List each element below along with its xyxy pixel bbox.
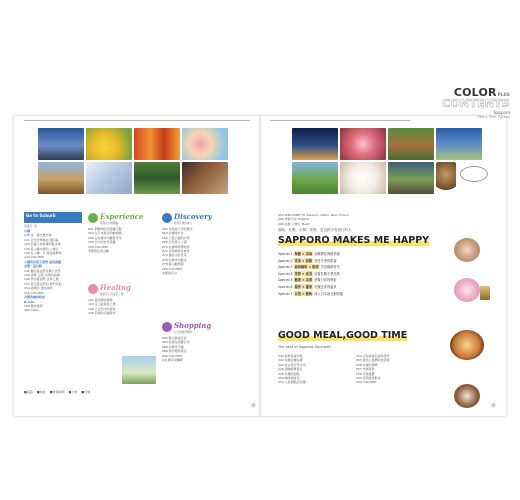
special-no: Special 7 [278, 291, 294, 296]
photo-statue [122, 356, 156, 384]
speech-bubble [460, 166, 488, 182]
suburb-line: 小樽的洋菓子派對 尋找甜點 [24, 259, 62, 264]
experience-line: 096 在札幌市內觀賞雪景 [88, 235, 122, 240]
discovery-line: 078 圓山動物園 [162, 262, 184, 267]
shopping-line: 084 札幌站周邊百貨 [162, 340, 190, 345]
photo-white-sweets [340, 162, 386, 194]
special-text: 感受冬季的甜蜜 [313, 258, 337, 263]
toc-top-line: 008 札幌 小旅行 PLAN [278, 221, 310, 226]
shopping-icon [162, 322, 172, 332]
special-no: Special 2 [278, 258, 294, 263]
suburb-line: 128 步一樣式歷史地 [24, 233, 52, 238]
toc-top-line: 004 WELCOME TO Sapporo, Otaru, Biei, Furano [278, 213, 349, 217]
special-tag: 海鮮 × 美味 [294, 252, 313, 256]
discovery-line: 074 藻岩山的夜景 [162, 253, 187, 258]
photo-coast [436, 128, 482, 160]
happy-title: SAPPORO MAKES ME HAPPY [278, 235, 430, 246]
discovery-line: 070 札幌啤酒博物館 [162, 244, 190, 249]
suburb-line: 美瑛的咖啡時光 [24, 295, 46, 300]
special-text: 享受咖啡時光 [319, 265, 340, 270]
photo-forest [134, 162, 180, 194]
healing-line: 102 溫泉鄉的療癒 [88, 298, 113, 302]
special-text: 深入日本最北動物園 [313, 291, 343, 296]
healing-title: Healing [100, 283, 131, 292]
photo-hills [292, 162, 338, 194]
top-rule-right [270, 120, 410, 121]
legend-item: ■營業時間 [49, 390, 65, 394]
legend-item: ■地址 [36, 390, 46, 394]
suburb-line: 134 浪漫天使故事的散步道 [24, 242, 61, 247]
healing-line: 108 泡湯的幸福時光 [88, 311, 116, 316]
discovery-line: 062 北海道大學的歷史 [162, 227, 193, 231]
experience-line: 098 北方的自然景觀 [88, 240, 116, 245]
experience-title: Experience [100, 212, 144, 221]
shopping-subtitle: 在札幌盡情購物 [174, 331, 193, 334]
special-no: Special 1 [278, 252, 294, 256]
discovery-line: 076 札幌市內散步 [162, 257, 187, 262]
special-no: Special 3 [278, 265, 294, 270]
gourmet-title: GOOD MEAL,GOOD TIME [278, 330, 408, 341]
experience-subtitle: 親身在札幌體驗 [100, 222, 119, 225]
toc-top [278, 213, 349, 226]
gourmet-line: 054 北海道產的美味食材 [356, 354, 390, 358]
suburb-line: 146 美瑛‧丘陵 四季的彩繪 [24, 273, 60, 278]
suburb-line: 158 旅遊資訊 [24, 303, 43, 308]
suburb-line: 136 從小樽出發的 小旅行 [24, 246, 59, 251]
special-item [278, 271, 343, 276]
special-no: Special 4 [278, 271, 294, 276]
magazine-spread [14, 116, 506, 416]
shopping-line: 在札幌享受購物 [162, 358, 184, 363]
experience-line: 季節限定的活動 [88, 249, 110, 254]
gourmet-line: 044 成吉思汗烤羊肉 [278, 362, 306, 367]
shopping-line: 088 超市便利商店 [162, 349, 187, 354]
suburb-line: B-side [24, 299, 35, 304]
discovery-title: Discovery [174, 212, 212, 221]
gourmet-subtitle: The best of Sapporo Gourmet! [278, 345, 332, 349]
gourmet-line: 059 夜間美食散步 [356, 376, 381, 381]
photo-night-view [292, 128, 338, 160]
discovery-lines [162, 227, 193, 275]
suburb-line: 156 COLUMN [24, 290, 44, 295]
experience-line: 100 COLUMN [88, 244, 108, 249]
experience-line: 092 與動物的近距離互動 [88, 227, 122, 231]
photo-bar-interior [182, 162, 228, 194]
experience-lines [88, 227, 122, 253]
photo-round-1 [454, 238, 480, 262]
legend-item: ■電話 [24, 390, 33, 394]
photo-coffee [454, 384, 480, 408]
legend [24, 390, 134, 394]
shopping-title: Shopping [174, 321, 212, 330]
special-text: 品嚐豐富海鮮料理 [313, 252, 340, 256]
contents-title: CONTENTS [442, 97, 510, 110]
special-tag: 雪祭 × 夜景 [294, 271, 313, 276]
shopping-line: 082 狸小路商店街 [162, 336, 187, 340]
gourmet-line: 057 市場美食 [356, 367, 375, 372]
gourmet-line: 060 COLUMN [356, 380, 376, 385]
brand-color: COLOR [453, 86, 497, 99]
gourmet-line: 058 早餐推薦 [356, 371, 375, 376]
discovery-line: 064 札幌時計台 [162, 231, 184, 236]
special-tag: 湯泉 × 溫泉 [294, 284, 313, 289]
special-text: 札幌近郊的溫泉 [313, 284, 337, 289]
gourmet-line: 042 札幌拉麵巡禮 [278, 358, 303, 363]
special-no: Special 6 [278, 284, 294, 289]
discovery-line: 068 白色戀人公園 [162, 240, 187, 245]
special-text: 遊覽日常的藝術 [313, 278, 337, 283]
special-tag: 雪景 × 甜點 [294, 258, 313, 263]
discovery-subtitle: 發現札幌的魅力 [174, 222, 193, 225]
special-item [278, 258, 343, 263]
suburb-subtitle: 周邊遊一點 [24, 225, 37, 228]
gourmet-left-lines [278, 354, 306, 385]
gourmet-line: 055 當地人推薦的居酒屋 [356, 358, 390, 363]
special-text: 欣賞札幌冬季美景 [313, 271, 340, 276]
city-name: Sapporo [493, 110, 510, 115]
photo-bowl [450, 330, 484, 360]
suburb-title [24, 212, 82, 223]
photo-drink [480, 286, 490, 300]
photo-snow-tower [86, 162, 132, 194]
healing-line: 104 定山溪溫泉之旅 [88, 302, 116, 307]
suburb-line: 162 Index [24, 308, 39, 313]
special-tag: 藝術 × 美瑛 [294, 278, 313, 283]
suburb-line: 154 美瑛的 當地美味 [24, 286, 53, 291]
discovery-icon [162, 213, 172, 223]
suburb-title-text: Go to Suburb [26, 213, 56, 218]
photo-sunflowers [86, 128, 132, 160]
gourmet-line: 050 咖啡館時光 [278, 376, 300, 381]
specials-list [278, 251, 343, 297]
discovery-line: 北國的花卉 [162, 271, 178, 276]
photo-hot-spring [388, 162, 434, 194]
experience-icon [88, 213, 98, 223]
brand-plus: PLUS [497, 92, 510, 97]
shopping-line: 086 札幌伴手禮 [162, 344, 184, 349]
gourmet-line: 040 新鮮海產料理 [278, 354, 303, 358]
suburb-line: 152 遊走富良野的 熱門景點 [24, 281, 62, 286]
suburb-line: 138 在小樽一日 遊程推薦地 [24, 251, 62, 256]
healing-subtitle: 療癒身心的溫泉之旅 [100, 293, 124, 296]
toc-top-line: 006 季節介紹 TOPICS [278, 217, 309, 222]
gutter [259, 116, 261, 416]
city-areas: Otaru, Biei, Furano [477, 115, 510, 119]
special-item [278, 291, 343, 296]
gourmet-right-lines [356, 354, 390, 385]
photo-boat [38, 162, 84, 194]
gourmet-line: 048 札幌的甜點 [278, 371, 300, 376]
healing-line: 106 大自然中的溫泉 [88, 306, 116, 311]
gourmet-line: 046 湯咖哩專賣店 [278, 367, 303, 372]
photo-city-night [38, 128, 84, 160]
special-item [278, 264, 343, 269]
suburb-line: 美瑛・富良野 [24, 264, 43, 269]
photo-cottage [388, 128, 434, 160]
special-tag: 自然 × 動物 [294, 291, 313, 296]
photo-fox [436, 162, 456, 194]
shopping-lines [162, 336, 190, 362]
healing-icon [88, 284, 98, 294]
legend-item: ■公休 [68, 390, 78, 394]
suburb-line: 142 關於富良野美瑛大自然 [24, 268, 61, 273]
suburb-line: 148 拜訪富良野 花海之旅 [24, 277, 59, 282]
gourmet-line: 052 人氣甜點店巡禮 [278, 380, 306, 385]
happy-subtitle: 咖啡、札幌、小樽、美瑛，富良野享受旅行的人 [278, 228, 352, 232]
suburb-line: 140 COLUMN [24, 255, 44, 260]
discovery-line: 072 北海道神宮參拜 [162, 249, 190, 254]
star-ornament-left: ✳ [250, 401, 257, 410]
special-item [278, 284, 343, 289]
suburb-lines [24, 229, 62, 313]
top-rule-left [24, 120, 250, 121]
healing-lines [88, 298, 116, 316]
contents-header [442, 86, 510, 119]
photo-round-2 [454, 278, 480, 302]
discovery-line: 080 COLUMN [162, 266, 182, 271]
legend-item: ■交通 [81, 390, 91, 394]
gourmet-line: 056 札幌的酒吧 [356, 362, 378, 367]
special-item [278, 277, 343, 282]
experience-line: 094 在日本最北的動物園 [88, 231, 122, 236]
photo-dolls [182, 128, 228, 160]
discovery-line: 066 大通公園的四季 [162, 235, 190, 240]
suburb-line: 131 北方的華爾街 運河區 [24, 237, 59, 242]
star-ornament-right: ✳ [490, 401, 497, 410]
special-item [278, 251, 343, 256]
suburb-line: 小樽 [24, 229, 31, 233]
photo-sea-urchin-bowl [134, 128, 180, 160]
special-no: Special 5 [278, 278, 294, 283]
shopping-line: 090 COLUMN [162, 353, 182, 358]
photo-parfait [340, 128, 386, 160]
special-tag: 森林咖啡 × 秘境 [294, 265, 319, 270]
